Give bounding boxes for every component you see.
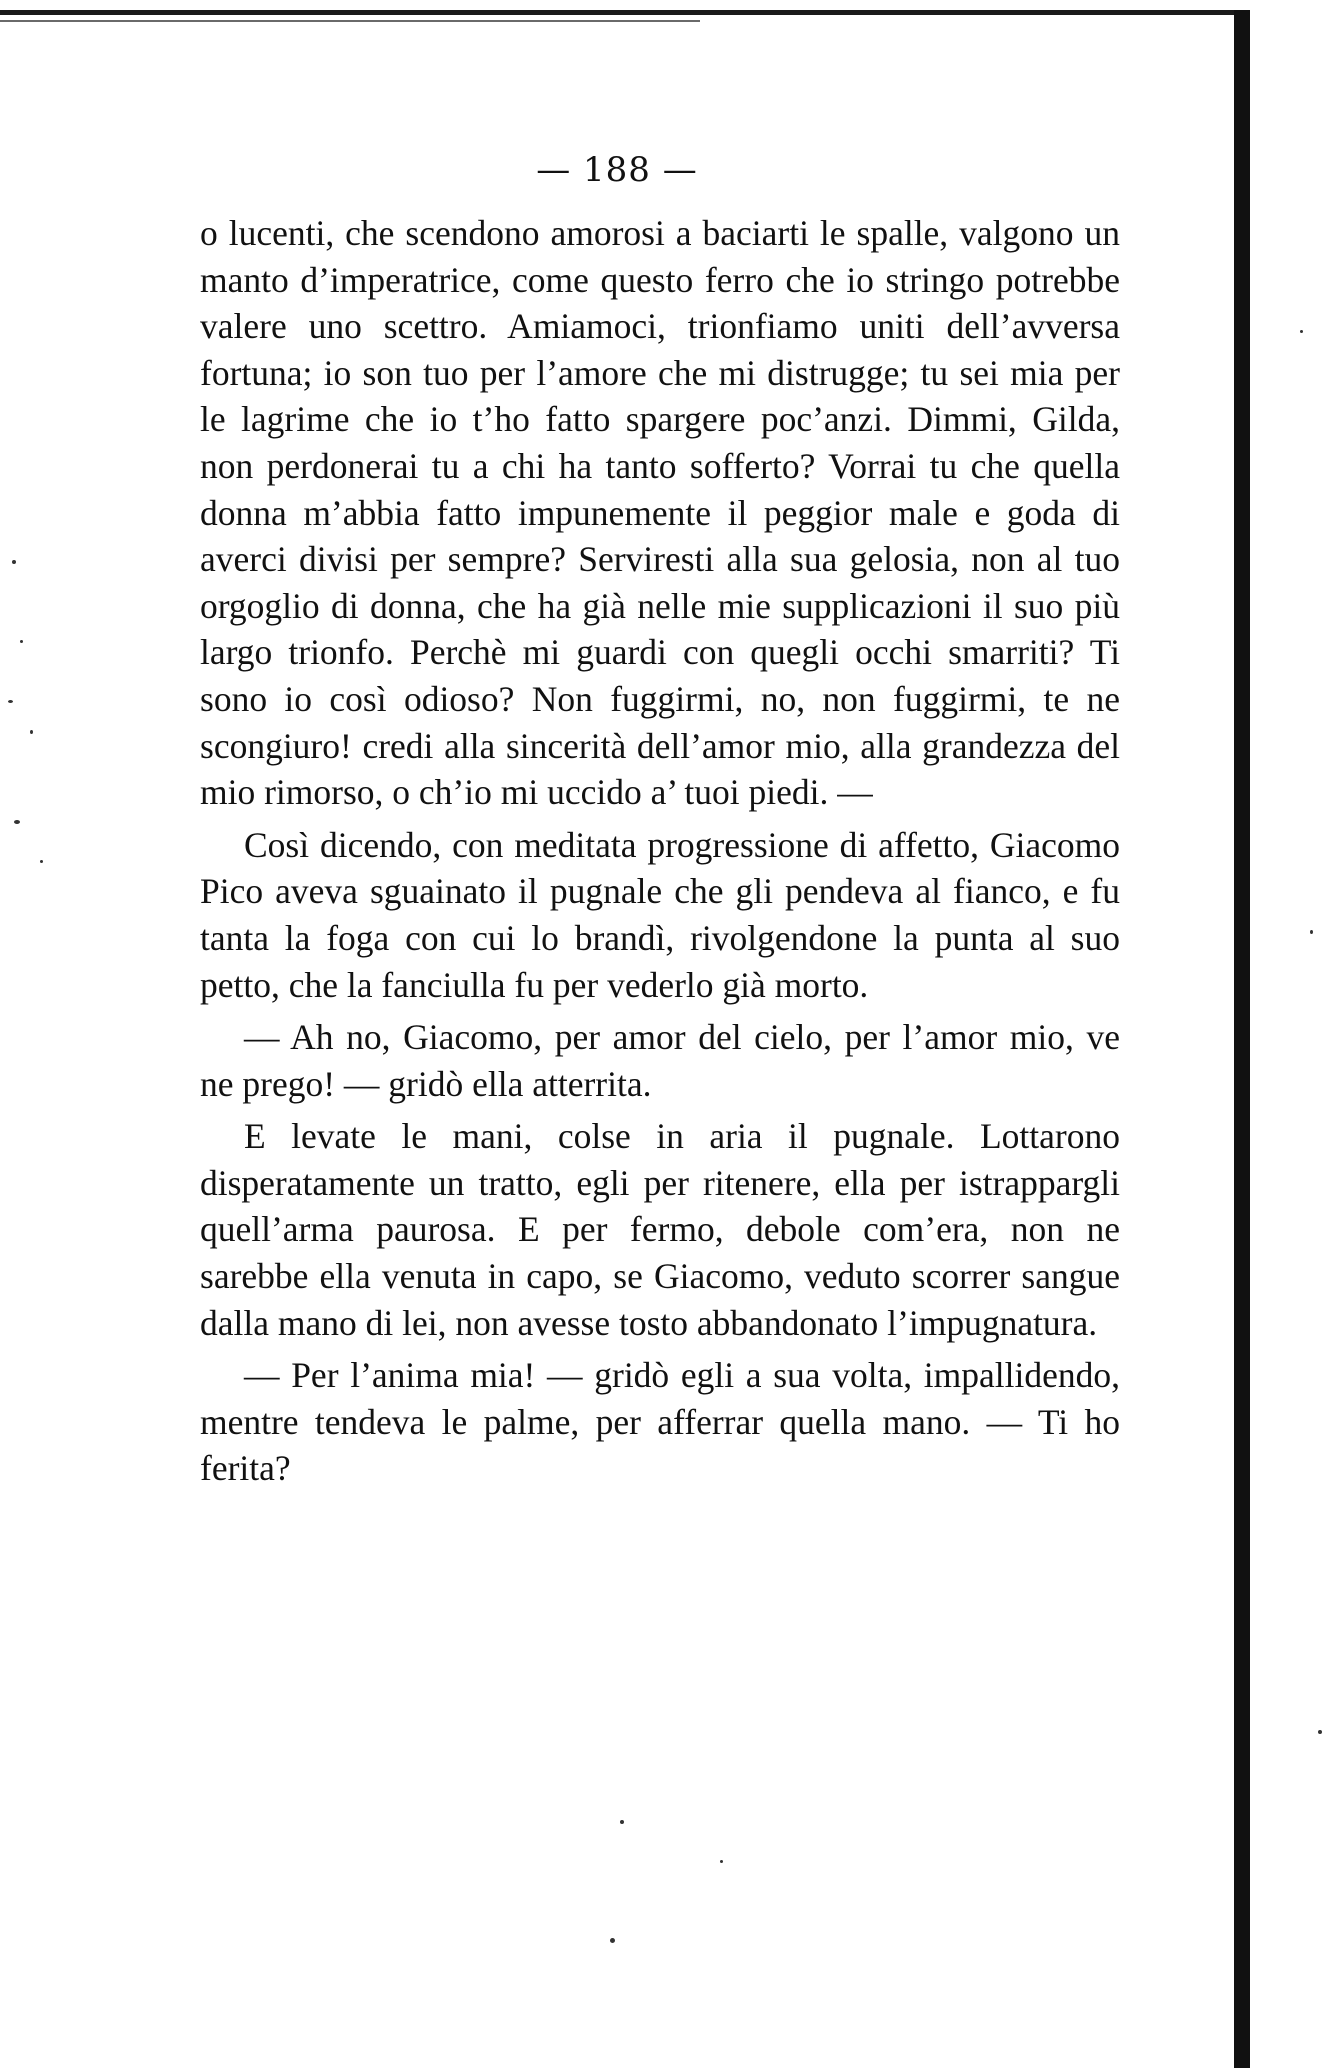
scan-speck <box>8 700 13 703</box>
scan-speck <box>14 820 20 824</box>
paragraph: Così dicendo, con meditata progressione di affetto, Giacomo Pico aveva sguainato il pugnale che gli pendeva al fianco, e fu tanta la foga con cui lo brandì, rivolgendone la punta al suo petto, che la fanciulla fu per vederlo già morto. <box>200 824 1120 1005</box>
scan-speck <box>40 860 43 863</box>
scan-speck <box>1300 330 1303 333</box>
page-gutter <box>1250 0 1331 2068</box>
binding-edge <box>1234 10 1250 2068</box>
top-border-thin-rule <box>0 20 700 22</box>
top-border-rule <box>0 10 1250 15</box>
paragraph: o lucenti, che scendono amorosi a baciarti le spalle, valgono un manto d’imperatrice, come questo ferro che io stringo potrebbe valere uno scettro. Amiamoci, trionfiamo uniti dell’avversa fortuna; io son tuo per l’amore che mi distrugge; tu sei mia per le lagrime che io t’ho fatto spargere poc’anzi. Dimmi, Gilda, non perdonerai tu a chi ha tanto sofferto? Vorrai tu che quella donna m’abbia fatto impunemente il peggior male e goda di averci divisi per sempre? Serviresti alla sua gelosia, non al tuo orgoglio di donna, che ha già nelle mie supplicazioni il suo più largo trionfo. Perchè mi guardi con quegli occhi smarriti? Ti sono io così odioso? Non fuggirmi, no, non fuggirmi, te ne scongiuro! credi alla sincerità dell’amor mio, alla grandezza del mio rimorso, o ch’io mi uccido a’ tuoi piedi. — <box>200 213 1120 813</box>
scan-speck <box>720 1860 723 1863</box>
paragraph: — Ah no, Giacomo, per amor del cielo, per l’amor mio, ve ne prego! — gridò ella atterrita. <box>200 1017 1120 1104</box>
body-text <box>200 210 1120 1492</box>
scan-speck <box>30 730 33 734</box>
paragraph: E levate le mani, colse in aria il pugnale. Lottarono disperatamente un tratto, egli per ritenere, ella per istrappargli quell’arma paurosa. E per fermo, debole com’era, non ne sarebbe ella venuta in capo, se Giacomo, veduto scorrer sangue dalla mano di lei, non avesse tosto abbandonato l’impugnatura. <box>200 1116 1120 1343</box>
scan-speck <box>1310 930 1313 934</box>
scan-speck <box>610 1938 615 1943</box>
scan-speck <box>12 560 16 564</box>
scan-speck <box>20 640 23 643</box>
scan-speck <box>1318 1730 1322 1734</box>
page-number: — 188 — <box>536 150 698 190</box>
paragraph: — Per l’anima mia! — gridò egli a sua volta, impallidendo, mentre tendeva le palme, per afferrar quella mano. — Ti ho ferita? <box>200 1355 1120 1489</box>
scan-speck <box>620 1820 624 1824</box>
